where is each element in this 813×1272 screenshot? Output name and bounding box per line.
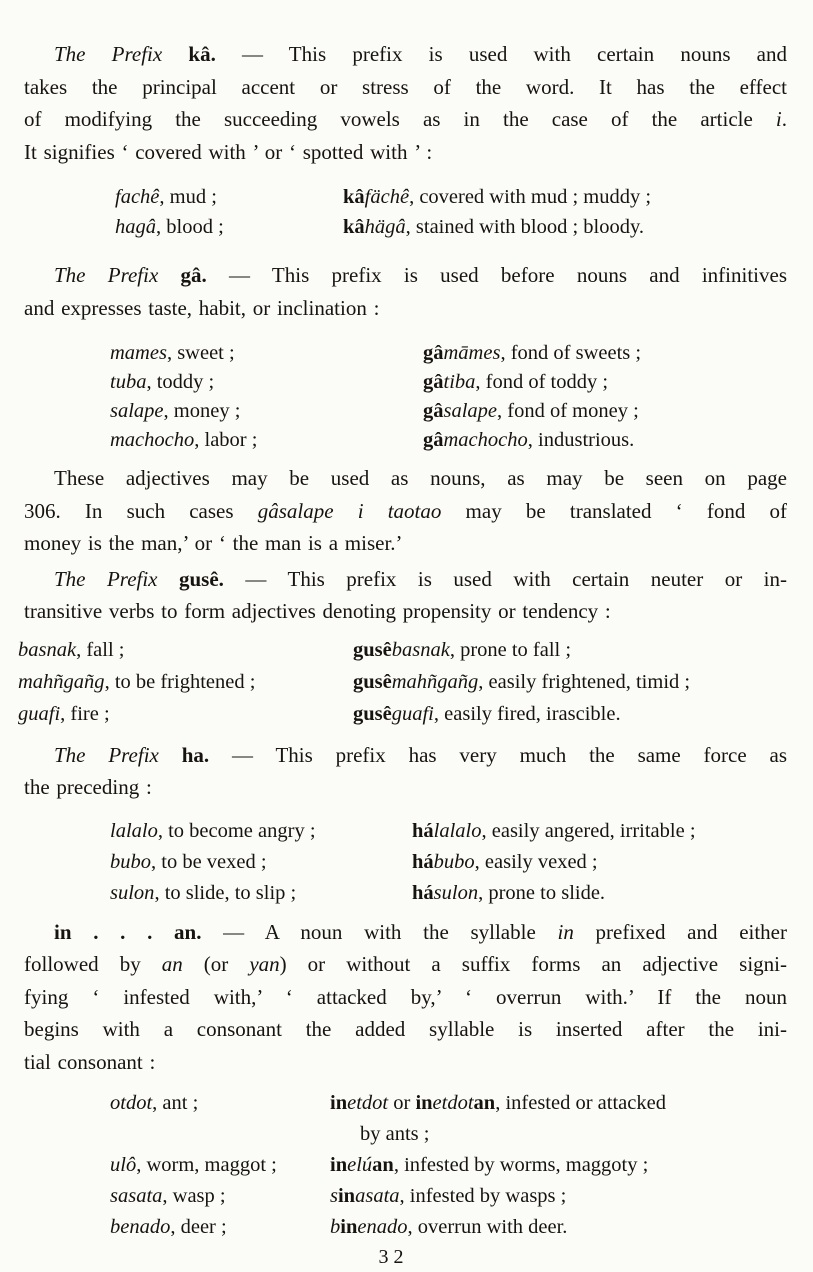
derived-word-cell <box>330 1181 787 1212</box>
text-line <box>24 259 787 292</box>
page-body <box>18 38 788 1243</box>
italic-text-segment: tiba <box>443 371 476 393</box>
italic-text-segment: machocho <box>110 429 195 451</box>
bold-text-segment: an <box>372 1154 394 1176</box>
bold-text-segment: kâ. <box>188 42 216 66</box>
native-word-cell <box>110 878 296 909</box>
roman-text-segment: , easily frightened, timid ; <box>478 670 691 693</box>
roman-text-segment: , to slide, to slip ; <box>154 881 297 904</box>
italic-text-segment: māmes <box>443 342 501 364</box>
bold-text-segment: in . . . an. <box>54 919 202 944</box>
bold-text-segment: há <box>412 881 434 904</box>
roman-text-segment: , wasp ; <box>162 1185 226 1207</box>
native-word-cell <box>110 426 257 455</box>
derived-word-cell <box>343 182 787 212</box>
prefix-guse-examples-table <box>18 634 787 730</box>
italic-text-segment: sulon <box>433 881 479 904</box>
italic-text-segment: enado <box>357 1216 408 1238</box>
example-row <box>24 1212 787 1243</box>
derived-word-cell <box>423 397 787 426</box>
native-word-cell <box>110 1088 198 1119</box>
roman-text-segment: . <box>781 107 787 131</box>
text-line <box>24 527 787 560</box>
roman-text-segment: , toddy ; <box>146 371 215 393</box>
native-word-cell <box>110 1150 277 1181</box>
roman-text-segment: , deer ; <box>170 1216 227 1238</box>
prefix-ka-examples-table <box>24 182 787 242</box>
roman-text-segment: money is the man,’ or ‘ the man is a miser.’ <box>24 531 403 555</box>
roman-text-segment: transitive verbs to form adjectives denoting propensity or tendency : <box>24 599 611 623</box>
italic-text-segment: mahñgañg <box>18 670 105 693</box>
derived-word-cell <box>343 212 787 242</box>
native-word-cell <box>110 1212 227 1243</box>
italic-text-segment: guafi <box>18 702 61 725</box>
roman-text-segment: , easily angered, irritable ; <box>481 819 696 842</box>
roman-text-segment: by ants ; <box>360 1123 430 1145</box>
roman-text-segment: (or <box>182 952 250 976</box>
roman-text-segment: , prone to slide. <box>478 881 606 904</box>
derived-word-cell <box>330 1088 787 1150</box>
example-row <box>24 1088 787 1150</box>
bold-text-segment: gusê <box>353 670 392 693</box>
example-row <box>24 182 787 212</box>
text-line <box>24 981 787 1014</box>
roman-text-segment: , industrious. <box>527 429 635 451</box>
roman-text-segment: , worm, maggot ; <box>136 1154 277 1176</box>
italic-text-segment: an <box>161 952 183 976</box>
derived-word-cell <box>423 339 787 368</box>
roman-text-segment: , ant ; <box>152 1092 199 1114</box>
roman-text-segment: of modifying the succeeding vowels as in the case of the article <box>24 107 776 131</box>
roman-text-segment: , easily fired, irascible. <box>433 702 621 725</box>
text-line <box>24 595 787 628</box>
italic-text-segment: yan <box>249 952 280 976</box>
italic-text-segment: fächê <box>364 186 410 208</box>
example-row <box>18 666 787 698</box>
derived-word-cell <box>423 368 787 397</box>
roman-text-segment: followed by <box>24 952 162 976</box>
text-line <box>24 771 787 804</box>
roman-text-segment: , fond of money ; <box>497 400 639 422</box>
bold-text-segment: gâ <box>423 429 444 451</box>
italic-text-segment: bubo <box>110 850 151 873</box>
bold-text-segment: gusê <box>353 638 392 661</box>
italic-text-segment: otdot <box>110 1092 153 1114</box>
infix-in-an-examples-table <box>24 1088 787 1243</box>
roman-text-segment: , infested by wasps ; <box>399 1185 567 1207</box>
example-row <box>24 368 787 397</box>
roman-text-segment: These adjectives may be used as nouns, as may be seen on page <box>54 466 787 490</box>
italic-text-segment: lalalo <box>110 819 158 842</box>
text-line <box>24 71 787 104</box>
italic-text-segment: sulon <box>110 881 155 904</box>
roman-text-segment: may be translated ‘ fond of <box>441 498 787 523</box>
text-line <box>24 103 787 136</box>
italic-text-segment: mames <box>110 342 167 364</box>
italic-text-segment: benado <box>110 1216 171 1238</box>
roman-text-segment: It signifies ‘ covered with ’ or ‘ spotted with ’ : <box>24 139 433 164</box>
italic-text-segment: machocho <box>443 429 528 451</box>
example-row <box>24 1181 787 1212</box>
bold-text-segment: gâ <box>423 342 444 364</box>
roman-text-segment: , to become angry ; <box>157 819 316 842</box>
example-row <box>24 816 787 847</box>
example-row <box>24 847 787 878</box>
italic-text-segment: tuba <box>110 371 147 393</box>
italic-text-segment: ulô <box>110 1154 137 1176</box>
native-word-cell <box>115 212 224 242</box>
example-row <box>24 878 787 909</box>
bold-text-segment: kâ <box>343 216 365 238</box>
roman-text-segment: prefixed and either <box>573 919 787 944</box>
italic-text-segment: hagâ <box>115 216 156 238</box>
roman-text-segment: and expresses taste, habit, or inclination : <box>24 295 380 320</box>
example-row <box>18 698 787 730</box>
roman-text-segment: , blood ; <box>156 216 224 238</box>
italic-text-segment: b <box>330 1216 341 1238</box>
roman-text-segment: 306. In such cases <box>24 498 258 523</box>
page-number: 32 <box>378 1246 409 1268</box>
italic-text-segment: guafi <box>391 702 434 725</box>
text-line <box>24 292 787 325</box>
text-line <box>24 136 787 169</box>
roman-text-segment: , easily vexed ; <box>474 850 598 873</box>
text-line <box>24 495 787 528</box>
bold-text-segment: gâ. <box>180 263 207 287</box>
roman-text-segment: fying ‘ infested with,’ ‘ attacked by,’ ‘ overrun with.’ If the noun <box>24 984 787 1009</box>
prefix-ka-paragraph <box>24 38 787 168</box>
roman-text-segment: , fire ; <box>60 702 110 725</box>
roman-text-segment: , to be frightened ; <box>104 670 256 693</box>
derived-word-cell <box>353 634 787 666</box>
italic-text-segment: bubo <box>433 850 475 873</box>
text-line <box>24 1046 787 1079</box>
roman-text-segment: or <box>388 1092 416 1114</box>
roman-text-segment: — This prefix is used with certain nouns and <box>215 42 787 66</box>
roman-text-segment: , fond of toddy ; <box>475 371 609 393</box>
italic-text-segment: basnak <box>391 638 450 661</box>
native-word-cell <box>18 634 124 666</box>
italic-text-segment: salape <box>443 400 498 422</box>
roman-text-segment: tial consonant : <box>24 1049 156 1074</box>
roman-text-segment: , mud ; <box>159 186 217 208</box>
italic-text-segment: The Prefix <box>54 42 189 66</box>
italic-text-segment: mahñgañg <box>391 670 479 693</box>
italic-text-segment: i <box>775 107 782 131</box>
bold-text-segment: há <box>412 819 434 842</box>
adjectives-note-paragraph <box>24 462 787 560</box>
italic-text-segment: hägâ <box>364 216 406 238</box>
infix-in-an-paragraph <box>24 916 787 1079</box>
derived-word-cell <box>412 847 787 878</box>
bold-text-segment: gâ <box>423 371 444 393</box>
roman-text-segment: — This prefix is used before nouns and infinitives <box>206 263 787 287</box>
italic-text-segment: asata <box>355 1185 400 1207</box>
roman-text-segment: , overrun with deer. <box>407 1216 568 1238</box>
native-word-cell <box>110 368 214 397</box>
italic-text-segment: basnak <box>18 638 77 661</box>
derived-word-cell <box>412 878 787 909</box>
bold-text-segment: an <box>473 1092 496 1114</box>
bold-text-segment: gusê. <box>178 566 224 591</box>
native-word-cell <box>110 816 316 847</box>
italic-text-segment: The Prefix <box>54 742 182 767</box>
roman-text-segment: , covered with mud ; muddy ; <box>409 186 652 208</box>
bold-text-segment: in <box>330 1154 348 1176</box>
example-row <box>24 397 787 426</box>
prefix-guse-paragraph <box>24 563 787 628</box>
bold-text-segment: in <box>330 1092 348 1114</box>
text-line <box>24 462 787 495</box>
italic-text-segment: sasata <box>110 1185 163 1207</box>
italic-text-segment: The Prefix <box>54 263 181 287</box>
bold-text-segment: há <box>412 850 434 873</box>
text-line <box>24 1013 787 1046</box>
bold-text-segment: in <box>337 1185 356 1207</box>
native-word-cell <box>110 847 267 878</box>
roman-text-segment: , stained with blood ; bloody. <box>405 216 645 238</box>
derived-word-cell <box>330 1150 787 1181</box>
bold-text-segment: gâ <box>423 400 444 422</box>
bold-text-segment: in <box>340 1216 358 1238</box>
derived-word-cell <box>353 698 787 730</box>
native-word-cell <box>110 1181 226 1212</box>
roman-text-segment: , infested or attacked <box>495 1092 666 1114</box>
italic-text-segment: etdot <box>347 1092 389 1114</box>
text-line <box>24 563 787 596</box>
roman-text-segment: ) or without a suffix forms an adjective signi- <box>279 952 787 976</box>
italic-text-segment: s <box>330 1185 338 1207</box>
roman-text-segment: , fall ; <box>76 638 125 661</box>
italic-text-segment: salape <box>110 400 164 422</box>
italic-text-segment: elú <box>347 1154 373 1176</box>
example-row <box>24 339 787 368</box>
italic-text-segment: The Prefix <box>54 566 179 591</box>
derived-word-cell <box>353 666 787 698</box>
roman-text-segment: — This prefix has very much the same force as <box>209 742 788 767</box>
roman-text-segment: — This prefix is used with certain neuter or in- <box>223 566 787 591</box>
bold-text-segment: kâ <box>343 186 365 208</box>
text-line <box>24 948 787 981</box>
text-line <box>24 739 787 772</box>
roman-text-segment: the preceding : <box>24 775 152 799</box>
prefix-ga-examples-table <box>24 339 787 455</box>
roman-text-segment: takes the principal accent or stress of the word. It has the effect <box>24 74 787 99</box>
roman-text-segment: , sweet ; <box>166 342 235 364</box>
example-row <box>18 634 787 666</box>
roman-text-segment: — A noun with the syllable <box>201 919 558 944</box>
bold-text-segment: in <box>415 1092 433 1114</box>
roman-text-segment: , labor ; <box>194 429 258 451</box>
italic-text-segment: gâsalape i taotao <box>257 498 442 523</box>
italic-text-segment: in <box>557 919 574 944</box>
example-row <box>24 1150 787 1181</box>
roman-text-segment: , prone to fall ; <box>449 638 572 661</box>
native-word-cell <box>110 339 235 368</box>
roman-text-segment: , money ; <box>163 400 241 422</box>
example-row <box>24 426 787 455</box>
italic-text-segment: fachê <box>115 186 160 208</box>
derived-word-cell <box>423 426 787 455</box>
bold-text-segment: ha. <box>181 742 210 767</box>
derived-word-cell <box>412 816 787 847</box>
native-word-cell <box>18 698 110 730</box>
bold-text-segment: gusê <box>353 702 392 725</box>
roman-text-segment: , infested by worms, maggoty ; <box>393 1154 649 1176</box>
text-line <box>24 38 787 71</box>
roman-text-segment: , fond of sweets ; <box>500 342 642 364</box>
native-word-cell <box>18 666 255 698</box>
native-word-cell <box>110 397 240 426</box>
native-word-cell <box>115 182 217 212</box>
example-row <box>24 212 787 242</box>
italic-text-segment: etdot <box>432 1092 474 1114</box>
roman-text-segment: , to be vexed ; <box>151 850 267 873</box>
derived-word-cell <box>330 1212 787 1243</box>
roman-text-segment: begins with a consonant the added syllable is inserted after the ini- <box>24 1017 787 1041</box>
italic-text-segment: lalalo <box>433 819 482 842</box>
text-line <box>24 916 787 949</box>
prefix-ga-paragraph <box>24 259 787 324</box>
prefix-ha-paragraph <box>24 739 787 804</box>
prefix-ha-examples-table <box>24 816 787 909</box>
